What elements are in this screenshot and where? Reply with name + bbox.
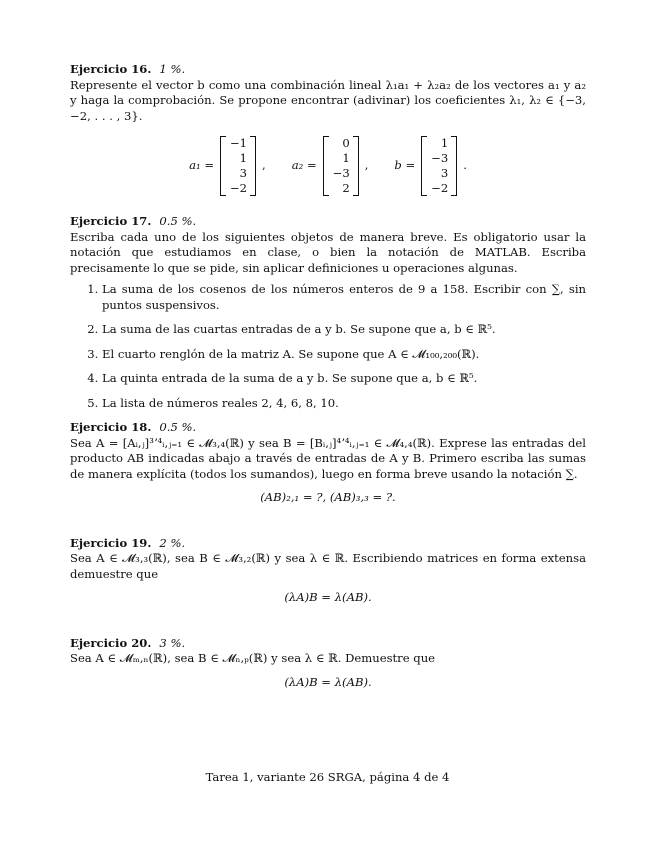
page-footer: Tarea 1, variante 26 SRGA, página 4 de 4 <box>205 770 450 784</box>
list-item: 2. La suma de las cuartas entradas de a y b. Se supone que a, b ∈ ℝ⁵. <box>102 322 586 338</box>
exercise-text: Sea A = [Aᵢ,ⱼ]³ʼ⁴ᵢ,ⱼ₌₁ ∈ 𝓜₃,₄(ℝ) y sea B = [Bᵢ,ⱼ]⁴ʼ⁴ᵢ,ⱼ₌₁ ∈ 𝓜₄,₄(ℝ). Exprese las entradas del producto AB indicadas abajo a través de entradas de A y B. Primero escriba las sumas de manera explícita (todos los sumandos), luego en forma breve usando la notación ∑. <box>70 435 586 481</box>
vector-entry: −1 <box>229 136 248 150</box>
vector-matrix <box>220 136 256 196</box>
exercise-text: Represente el vector b como una combinación lineal λ₁a₁ + λ₂a₂ de los vectores a₁ y a₂ y haga la comprobación. Se propone encontrar (adivinar) los coeficientes λ₁, λ₂ ∈ {−3, −2, . . . , 3}. <box>70 77 586 123</box>
list-item: 3. El cuarto renglón de la matriz A. Se supone que A ∈ 𝓜₁₀₀,₂₀₀(ℝ). <box>102 347 586 363</box>
exercise-title: Ejercicio 20. <box>70 635 152 650</box>
vector-entry: −2 <box>229 181 248 195</box>
vector-b <box>394 136 467 196</box>
exercise-percent: 3 %. <box>159 635 186 650</box>
vector-entry: 1 <box>440 136 449 150</box>
vector-entry: 1 <box>239 151 248 165</box>
list-item: 1. La suma de los cosenos de los números enteros de 9 a 158. Escribir con ∑, sin puntos suspensivos. <box>102 282 586 313</box>
list-item: 4. La quinta entrada de la suma de a y b. Se supone que a, b ∈ ℝ⁵. <box>102 371 586 387</box>
exercise-percent: 0.5 %. <box>159 214 197 228</box>
exercise-percent: 1 %. <box>159 62 186 76</box>
list-item: 5. La lista de números reales 2, 4, 6, 8, 10. <box>102 396 586 412</box>
exercise-percent: 2 %. <box>159 535 186 550</box>
vectors-display <box>70 134 586 198</box>
exercise-20 <box>70 636 586 691</box>
vector-a2 <box>292 136 369 196</box>
vector-entry: 0 <box>342 136 350 150</box>
exercise-text: Sea A ∈ 𝓜ₘ,ₙ(ℝ), sea B ∈ 𝓜ₙ,ₚ(ℝ) y sea λ ∈ ℝ. Demuestre que <box>70 651 436 665</box>
exercise-text: Sea A ∈ 𝓜₃,₃(ℝ), sea B ∈ 𝓜₃,₂(ℝ) y sea λ ∈ ℝ. Escribiendo matrices en forma extensa demuestre que <box>70 551 586 581</box>
exercise-title: Ejercicio 17. <box>70 214 152 228</box>
display-formula: (λA)B = λ(AB). <box>284 590 372 604</box>
exercise-18 <box>70 420 586 506</box>
vector-matrix <box>421 136 457 196</box>
vector-entry: 2 <box>342 181 350 195</box>
vector-entry: 3 <box>239 166 248 180</box>
vector-entry: −2 <box>431 181 449 195</box>
vector-matrix <box>323 136 359 196</box>
item-list <box>70 282 586 411</box>
page-content <box>70 62 586 696</box>
separator: , <box>364 158 369 173</box>
vector-entry: −3 <box>431 151 449 165</box>
display-formula: (λA)B = λ(AB). <box>284 674 372 689</box>
exercise-19 <box>70 536 586 606</box>
vector-entry: 1 <box>342 151 350 165</box>
display-formula: (AB)₂,₁ = ?, (AB)₃,₃ = ?. <box>260 490 396 504</box>
vector-entry: 3 <box>440 166 449 180</box>
vector-entry: −3 <box>332 166 350 180</box>
exercise-17 <box>70 214 586 411</box>
exercise-16 <box>70 62 586 198</box>
vector-a1 <box>189 136 266 196</box>
vector-label: a₂ = <box>291 158 317 173</box>
exercise-percent: 0.5 %. <box>159 420 197 434</box>
exercise-title: Ejercicio 16. <box>70 62 152 76</box>
exercise-title: Ejercicio 18. <box>70 420 152 434</box>
separator: , <box>262 158 266 173</box>
separator: . <box>463 158 467 173</box>
exercise-text: Escriba cada uno de los siguientes objetos de manera breve. Es obligatorio usar la notación que estudiamos en clase, o bien la notación de MATLAB. Escriba precisamente lo que se pide, sin aplicar definiciones u operaciones algunas. <box>70 229 586 275</box>
vector-label: a₁ = <box>189 158 215 173</box>
vector-label: b = <box>394 158 416 173</box>
exercise-title: Ejercicio 19. <box>70 535 152 550</box>
